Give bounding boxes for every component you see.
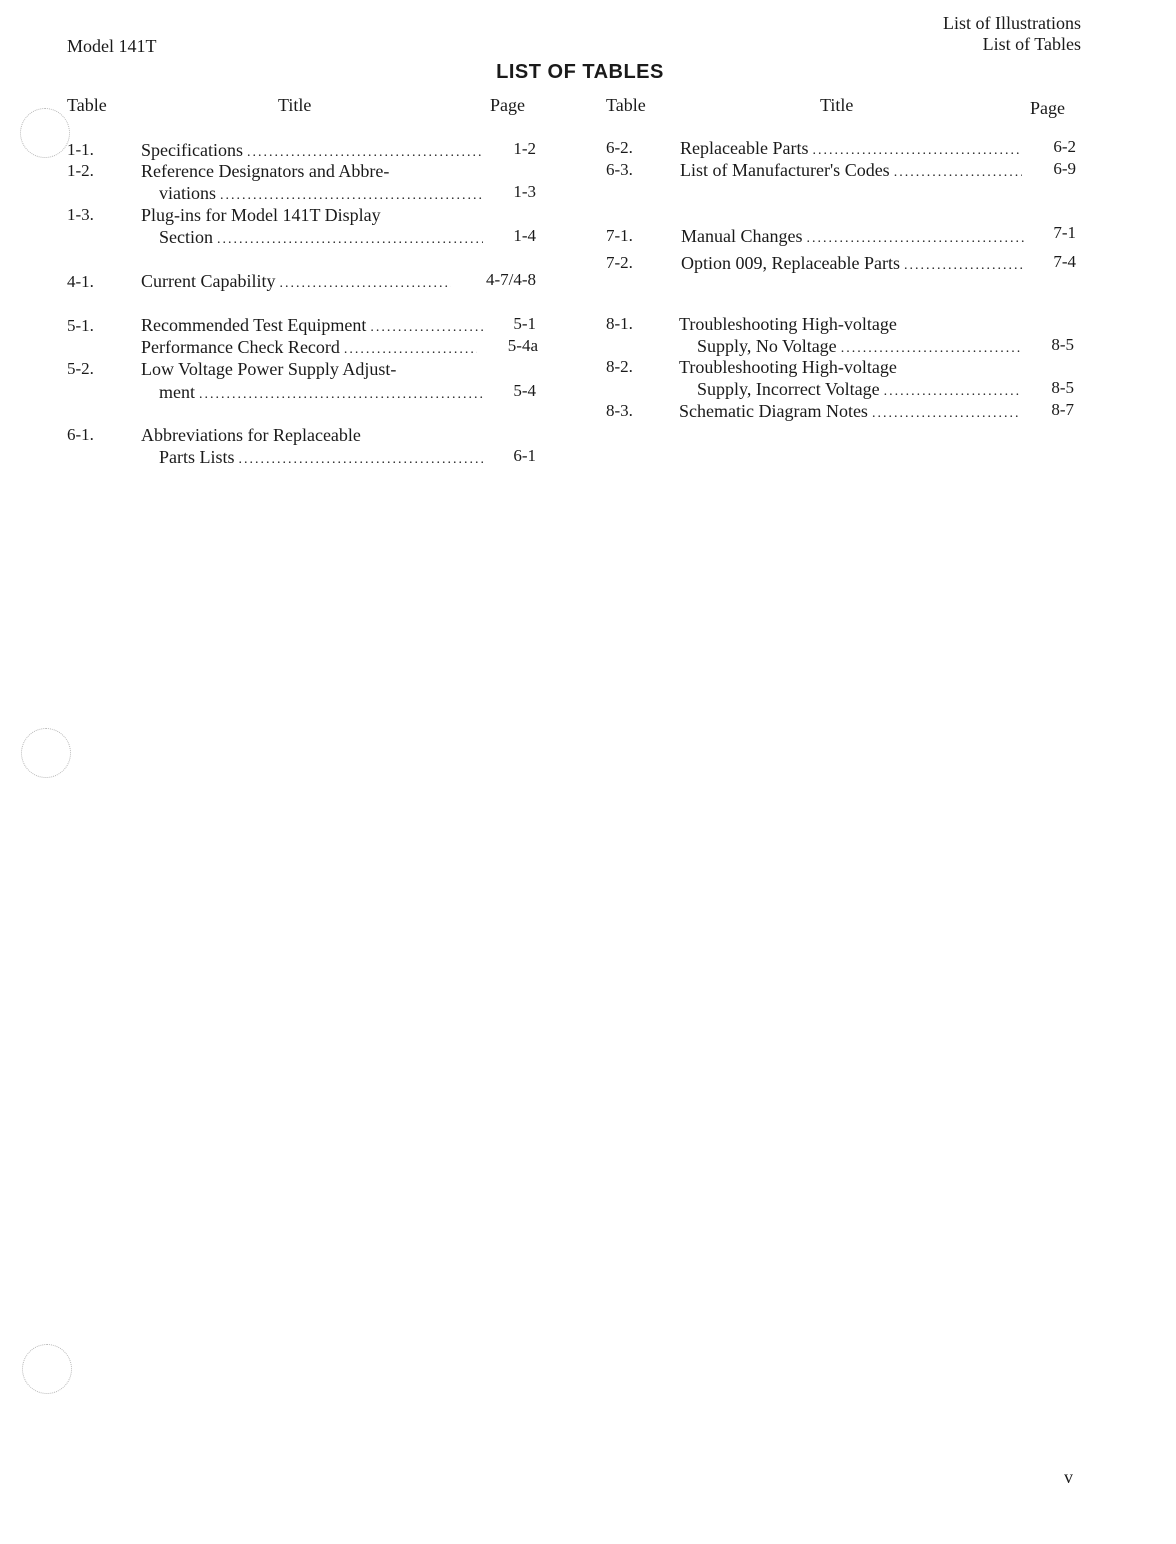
left-entry-1-number: 1-1. (67, 140, 94, 159)
left-entry-5-title: Recommended Test Equipment ..... (141, 314, 489, 339)
right-col-page-heading: Page (1030, 98, 1065, 118)
left-entry-5-page: 5-1 (513, 314, 536, 333)
right-entry-4-title: Option 009, Replaceable Parts ..... (681, 252, 1027, 277)
left-entry-1-title: Specifications ..... (141, 139, 487, 164)
right-entry-5-number: 8-1. (606, 314, 633, 333)
right-entry-5-title-line2: Supply, No Voltage ..... (697, 335, 1025, 360)
left-col-title-heading: Title (278, 95, 312, 115)
left-entry-6-title: Performance Check Record ..... (141, 336, 481, 361)
binder-hole-top (20, 108, 70, 158)
right-entry-1-title: Replaceable Parts ..... (680, 137, 1026, 162)
left-entry-7-title-line2: ment ..... (159, 381, 487, 406)
left-entry-8-page: 6-1 (513, 446, 536, 465)
right-col-table-heading: Table (606, 95, 646, 115)
left-entry-7-page: 5-4 (513, 381, 536, 400)
right-entry-6-number: 8-2. (606, 357, 633, 376)
right-entry-7-number: 8-3. (606, 401, 633, 420)
right-entry-1-number: 6-2. (606, 138, 633, 157)
left-entry-2-title-line2: viations ..... (159, 182, 487, 207)
header-section-line2: List of Tables (982, 34, 1081, 54)
right-entry-7-title: Schematic Diagram Notes ..... (679, 400, 1025, 425)
left-entry-4-title: Current Capability ..... (141, 270, 455, 295)
right-entry-2-title: List of Manufacturer's Codes ..... (680, 159, 1026, 184)
right-entry-2-page: 6-9 (1053, 159, 1076, 178)
header-section-line1: List of Illustrations (943, 13, 1081, 33)
right-entry-4-page: 7-4 (1053, 252, 1076, 271)
left-entry-4-number: 4-1. (67, 272, 94, 291)
right-entry-1-page: 6-2 (1053, 137, 1076, 156)
left-entry-8-title-line1: Abbreviations for Replaceable (141, 425, 361, 445)
header-model: Model 141T (67, 36, 157, 56)
left-entry-2-page: 1-3 (513, 182, 536, 201)
right-entry-7-page: 8-7 (1051, 400, 1074, 419)
left-entry-6-page: 5-4a (507, 336, 538, 355)
left-col-page-heading: Page (490, 95, 525, 115)
right-col-title-heading: Title (820, 95, 854, 115)
left-entry-7-number: 5-2. (67, 359, 94, 378)
binder-hole-middle (21, 728, 71, 778)
left-entry-3-page: 1-4 (513, 226, 536, 245)
right-entry-3-title: Manual Changes ..... (681, 225, 1029, 250)
left-entry-3-number: 1-3. (67, 205, 94, 224)
left-entry-2-title-line1: Reference Designators and Abbre- (141, 161, 390, 181)
left-entry-1-page: 1-2 (513, 139, 536, 158)
left-entry-8-number: 6-1. (67, 425, 94, 444)
page-number: v (1064, 1467, 1073, 1487)
page-title: LIST OF TABLES (496, 61, 664, 83)
right-entry-4-number: 7-2. (606, 253, 633, 272)
left-entry-3-title-line1: Plug-ins for Model 141T Display (141, 205, 381, 225)
right-entry-6-title-line1: Troubleshooting High-voltage (679, 357, 897, 377)
left-col-table-heading: Table (67, 95, 107, 115)
right-entry-3-number: 7-1. (606, 226, 633, 245)
left-entry-7-title-line1: Low Voltage Power Supply Adjust- (141, 359, 397, 379)
left-entry-5-number: 5-1. (67, 316, 94, 335)
right-entry-2-number: 6-3. (606, 160, 633, 179)
right-entry-6-title-line2: Supply, Incorrect Voltage ..... (697, 378, 1025, 403)
left-entry-3-title-line2: Section ..... (159, 226, 487, 251)
left-entry-4-page: 4-7/4-8 (485, 270, 536, 289)
right-entry-6-page: 8-5 (1051, 378, 1074, 397)
left-entry-8-title-line2: Parts Lists ..... (159, 446, 487, 471)
right-entry-3-page: 7-1 (1053, 223, 1076, 242)
left-entry-2-number: 1-2. (67, 161, 94, 180)
right-entry-5-title-line1: Troubleshooting High-voltage (679, 314, 897, 334)
right-entry-5-page: 8-5 (1051, 335, 1074, 354)
binder-hole-bottom (22, 1344, 72, 1394)
